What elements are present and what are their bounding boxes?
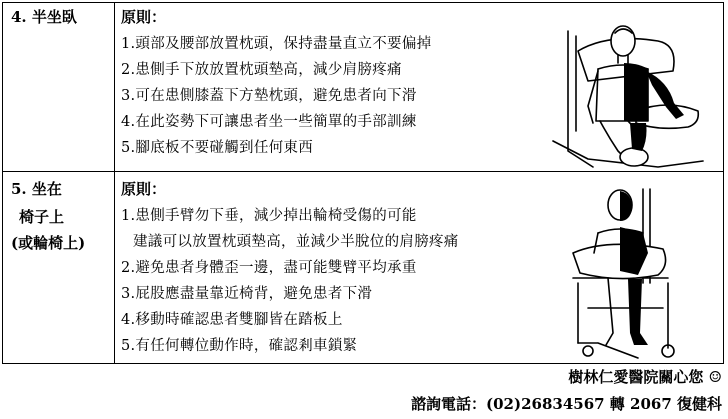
section-title: 4. 半坐臥 xyxy=(11,8,77,26)
rule-item: 5.腳底板不要碰觸到任何東西 xyxy=(121,140,314,156)
section-title: 5. 坐在 xyxy=(11,180,62,198)
rule-item: 建議可以放置枕頭墊高，並減少半脫位的肩膀疼痛 xyxy=(133,234,459,250)
section-title: 椅子上 xyxy=(19,208,65,226)
rule-item: 4.在此姿勢下可讓患者坐一些簡單的手部訓練 xyxy=(121,114,417,130)
care-message: 樹林仁愛醫院關心您 ☺ xyxy=(568,368,722,386)
rule-label: 原則： xyxy=(121,8,167,26)
rule-item: 2.避免患者身體歪一邊，盡可能雙臂平均承重 xyxy=(121,260,417,276)
rule-item: 3.屁股應盡量靠近椅背，避免患者下滑 xyxy=(121,286,373,302)
half-sitting-patient-illustration xyxy=(548,11,708,169)
rule-item: 5.有任何轉位動作時，確認剎車鎖緊 xyxy=(121,338,358,354)
column-divider xyxy=(114,3,115,363)
instruction-table xyxy=(2,2,724,364)
wheelchair-patient-illustration xyxy=(568,183,688,359)
rule-item: 2.患側手下放放置枕頭墊高，減少肩膀疼痛 xyxy=(121,62,402,78)
rule-item: 3.可在患側膝蓋下方墊枕頭，避免患者向下滑 xyxy=(121,88,417,104)
rule-item: 1.患側手臂勿下垂，減少掉出輪椅受傷的可能 xyxy=(121,208,417,224)
rule-item: 1.頭部及腰部放置枕頭，保持盡量直立不要偏掉 xyxy=(121,36,432,52)
rule-label: 原則： xyxy=(121,180,167,198)
contact-phone: 諮詢電話：(02)26834567 轉 2067 復健科 xyxy=(411,395,722,413)
row-divider xyxy=(3,171,723,172)
rule-item: 4.移動時確認患者雙腳皆在踏板上 xyxy=(121,312,343,328)
section-title: (或輪椅上) xyxy=(11,234,86,252)
